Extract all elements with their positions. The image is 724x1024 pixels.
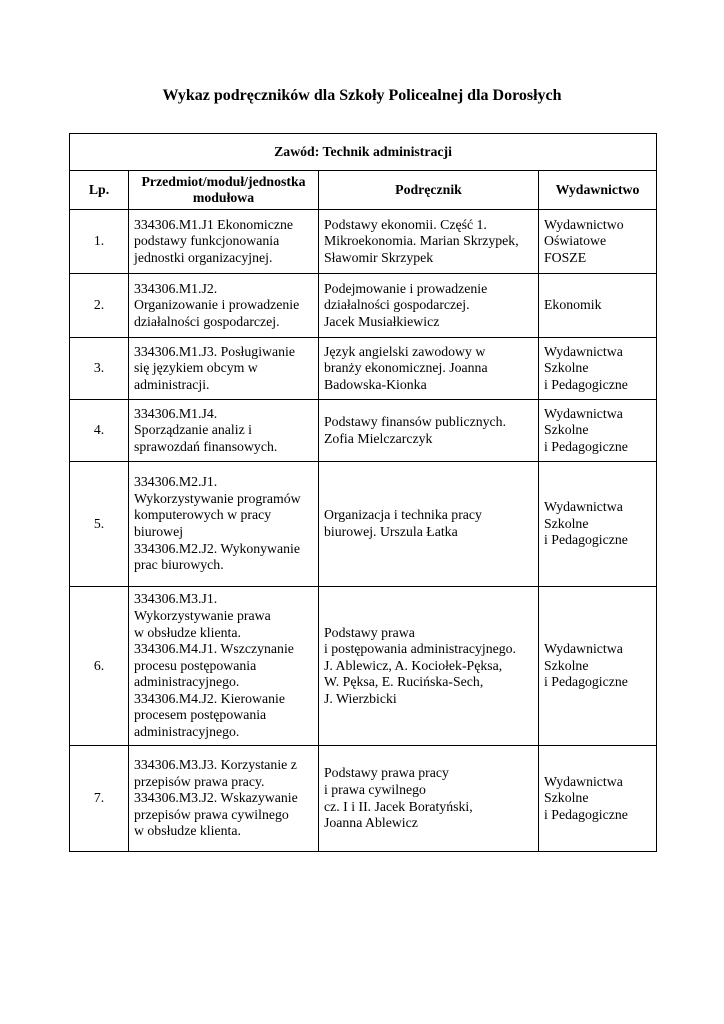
cell-textbook: Organizacja i technika pracy biurowej. Urszula Łatka [319, 462, 539, 587]
table-row [70, 210, 657, 274]
cell-lp: 3. [70, 338, 129, 400]
col-header-subject: Przedmiot/moduł/jednostka modułowa [129, 171, 319, 210]
cell-lp: 4. [70, 400, 129, 462]
profession-row [70, 134, 657, 171]
cell-textbook: Podstawy ekonomii. Część 1. Mikroekonomia. Marian Skrzypek, Sławomir Skrzypek [319, 210, 539, 274]
cell-lp: 2. [70, 274, 129, 338]
cell-subject: 334306.M1.J2. Organizowanie i prowadzenie działalności gospodarczej. [129, 274, 319, 338]
cell-publisher: Wydawnictwa Szkolne i Pedagogiczne [539, 400, 657, 462]
cell-lp: 7. [70, 746, 129, 852]
col-header-publisher: Wydawnictwo [539, 171, 657, 210]
table-row [70, 587, 657, 746]
cell-subject: 334306.M1.J3. Posługiwanie się językiem obcym w administracji. [129, 338, 319, 400]
table-row [70, 462, 657, 587]
col-header-textbook: Podręcznik [319, 171, 539, 210]
cell-textbook: Podstawy finansów publicznych. Zofia Mielczarczyk [319, 400, 539, 462]
cell-publisher: Wydawnictwa Szkolne i Pedagogiczne [539, 746, 657, 852]
textbook-table [69, 133, 657, 852]
table-row [70, 746, 657, 852]
cell-subject: 334306.M3.J3. Korzystanie z przepisów prawa pracy. 334306.M3.J2. Wskazywanie przepisów prawa cywilnego w obsłudze klienta. [129, 746, 319, 852]
column-header-row [70, 171, 657, 210]
cell-publisher: Wydawnictwa Szkolne i Pedagogiczne [539, 338, 657, 400]
cell-textbook: Język angielski zawodowy w branży ekonomicznej. Joanna Badowska-Kionka [319, 338, 539, 400]
cell-publisher: Ekonomik [539, 274, 657, 338]
profession-header: Zawód: Technik administracji [70, 134, 657, 171]
cell-subject: 334306.M2.J1. Wykorzystywanie programów komputerowych w pracy biurowej 334306.M2.J2. Wykonywanie prac biurowych. [129, 462, 319, 587]
cell-lp: 1. [70, 210, 129, 274]
table-row [70, 274, 657, 338]
cell-lp: 6. [70, 587, 129, 746]
cell-textbook: Podstawy prawa i postępowania administracyjnego. J. Ablewicz, A. Kociołek-Pęksa, W. Pęksa, E. Rucińska-Sech, J. Wierzbicki [319, 587, 539, 746]
table-row [70, 338, 657, 400]
table-row [70, 400, 657, 462]
cell-subject: 334306.M1.J4. Sporządzanie analiz i sprawozdań finansowych. [129, 400, 319, 462]
cell-subject: 334306.M1.J1 Ekonomiczne podstawy funkcjonowania jednostki organizacyjnej. [129, 210, 319, 274]
cell-textbook: Podstawy prawa pracy i prawa cywilnego cz. I i II. Jacek Boratyński, Joanna Ablewicz [319, 746, 539, 852]
cell-publisher: Wydawnictwa Szkolne i Pedagogiczne [539, 587, 657, 746]
cell-subject: 334306.M3.J1. Wykorzystywanie prawa w obsłudze klienta. 334306.M4.J1. Wszczynanie procesu postępowania administracyjnego. 334306.M4.J2. Kierowanie procesem postępowania administracyjnego. [129, 587, 319, 746]
cell-publisher: Wydawnictwo Oświatowe FOSZE [539, 210, 657, 274]
col-header-lp: Lp. [70, 171, 129, 210]
page-title: Wykaz podręczników dla Szkoły Policealnej dla Dorosłych [162, 87, 562, 104]
cell-textbook: Podejmowanie i prowadzenie działalności gospodarczej. Jacek Musiałkiewicz [319, 274, 539, 338]
cell-lp: 5. [70, 462, 129, 587]
cell-publisher: Wydawnictwa Szkolne i Pedagogiczne [539, 462, 657, 587]
